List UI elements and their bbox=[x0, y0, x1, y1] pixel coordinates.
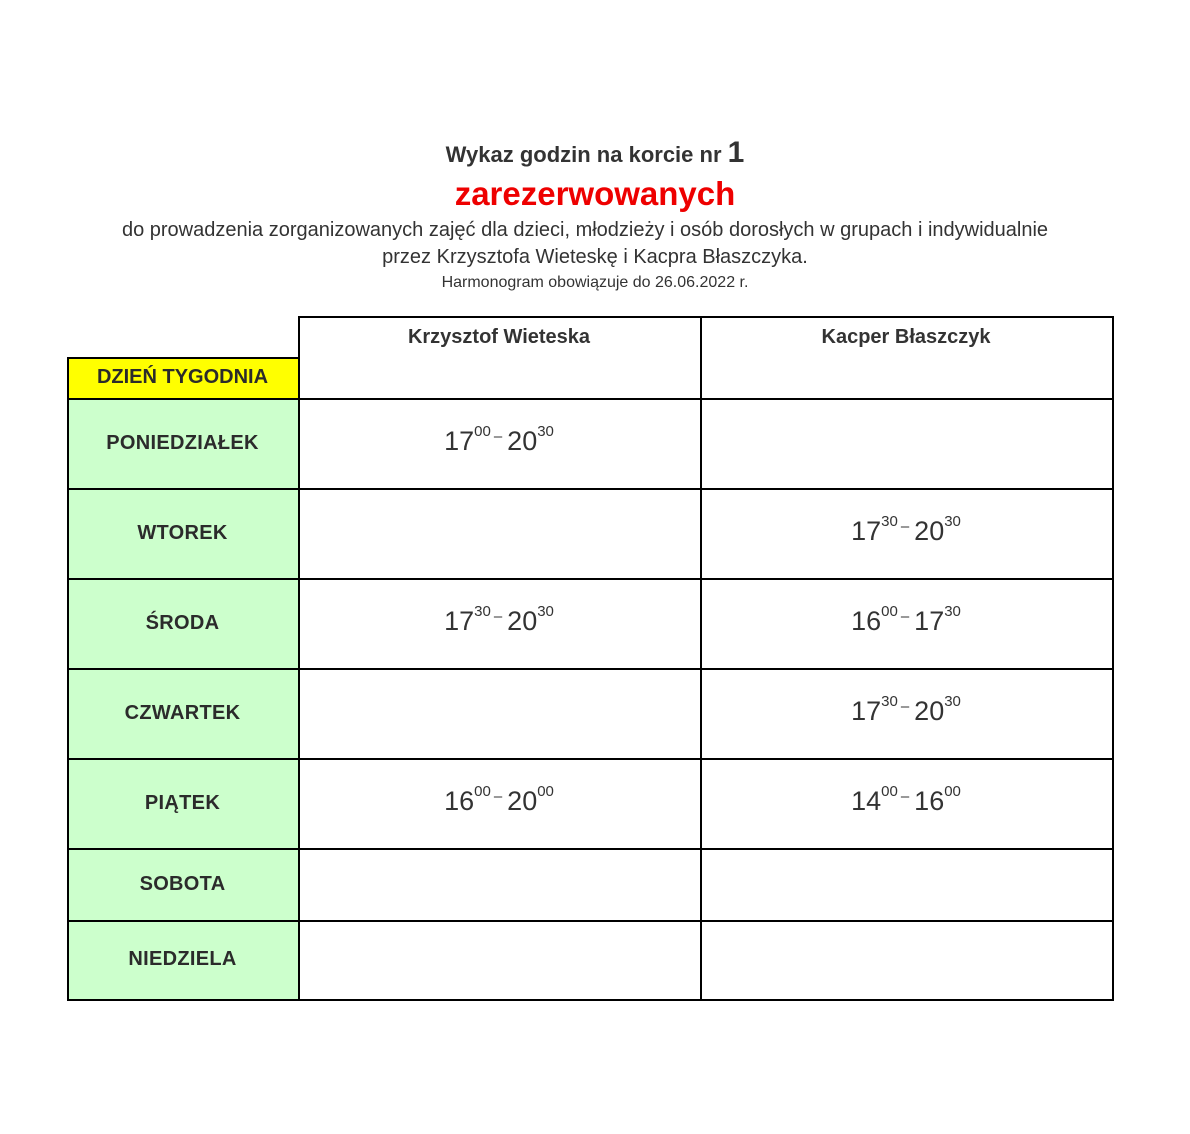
end-minute: 30 bbox=[944, 603, 961, 620]
start-hour: 17 bbox=[851, 516, 882, 546]
day-cell: WTOREK bbox=[67, 488, 298, 578]
end-hour: 20 bbox=[507, 786, 538, 816]
grid-line bbox=[67, 488, 1114, 490]
end-hour: 20 bbox=[507, 426, 538, 456]
start-minute: 00 bbox=[881, 603, 898, 620]
time-range bbox=[851, 693, 961, 758]
day-cell: ŚRODA bbox=[67, 578, 298, 668]
start-minute: 00 bbox=[881, 783, 898, 800]
end-minute: 00 bbox=[944, 783, 961, 800]
time-slot-cell bbox=[298, 398, 700, 488]
column-header-1: Krzysztof Wieteska bbox=[407, 326, 591, 348]
grid-line bbox=[298, 316, 1114, 318]
end-hour: 17 bbox=[914, 606, 945, 636]
court-number: 1 bbox=[727, 136, 745, 169]
separator: – bbox=[900, 608, 910, 625]
end-minute: 30 bbox=[944, 693, 961, 710]
day-cell: SOBOTA bbox=[67, 848, 298, 920]
reserved-heading: zarezerwowanych bbox=[454, 175, 736, 212]
separator: – bbox=[900, 518, 910, 535]
time-slot-cell bbox=[700, 398, 1112, 488]
end-hour: 16 bbox=[914, 786, 945, 816]
day-of-week-header: DZIEŃ TYGODNIA bbox=[67, 357, 298, 398]
grid-line bbox=[67, 398, 1114, 400]
time-slot-cell bbox=[700, 758, 1112, 848]
separator: – bbox=[493, 428, 503, 445]
time-slot-cell bbox=[700, 578, 1112, 668]
end-minute: 00 bbox=[537, 783, 554, 800]
description-line-2: przez Krzysztofa Wieteskę i Kacpra Błaszczyka. bbox=[382, 246, 808, 268]
start-hour: 16 bbox=[444, 786, 475, 816]
end-minute: 30 bbox=[537, 603, 554, 620]
time-range bbox=[851, 603, 961, 668]
end-minute: 30 bbox=[537, 423, 554, 440]
separator: – bbox=[493, 788, 503, 805]
time-slot-cell bbox=[298, 848, 700, 920]
time-range bbox=[444, 423, 554, 488]
grid-line bbox=[67, 668, 1114, 670]
grid-line bbox=[700, 316, 702, 1001]
end-minute: 30 bbox=[944, 513, 961, 530]
start-minute: 00 bbox=[474, 783, 491, 800]
start-minute: 30 bbox=[474, 603, 491, 620]
time-range bbox=[444, 603, 554, 668]
time-slot-cell bbox=[298, 578, 700, 668]
start-minute: 30 bbox=[881, 513, 898, 530]
grid-line bbox=[67, 999, 1114, 1001]
validity-note: Harmonogram obowiązuje do 26.06.2022 r. bbox=[441, 274, 749, 291]
grid-line bbox=[1112, 316, 1114, 1001]
end-hour: 20 bbox=[914, 516, 945, 546]
time-slot-cell bbox=[700, 488, 1112, 578]
start-hour: 16 bbox=[851, 606, 882, 636]
start-hour: 17 bbox=[851, 696, 882, 726]
grid-line bbox=[67, 578, 1114, 580]
separator: – bbox=[493, 608, 503, 625]
start-hour: 14 bbox=[851, 786, 882, 816]
end-hour: 20 bbox=[914, 696, 945, 726]
grid-line bbox=[67, 758, 1114, 760]
time-slot-cell bbox=[298, 920, 700, 999]
column-header-2: Kacper Błaszczyk bbox=[821, 326, 991, 348]
time-range bbox=[444, 783, 554, 848]
time-slot-cell bbox=[298, 668, 700, 758]
start-minute: 00 bbox=[474, 423, 491, 440]
day-cell: NIEDZIELA bbox=[67, 920, 298, 999]
start-hour: 17 bbox=[444, 426, 475, 456]
grid-line bbox=[67, 357, 69, 1001]
time-slot-cell bbox=[700, 848, 1112, 920]
page-title bbox=[0, 133, 1190, 175]
time-range bbox=[851, 783, 961, 848]
grid-line bbox=[298, 316, 300, 1001]
time-range bbox=[851, 513, 961, 578]
end-hour: 20 bbox=[507, 606, 538, 636]
start-minute: 30 bbox=[881, 693, 898, 710]
title-prefix: Wykaz godzin na korcie nr bbox=[445, 142, 722, 167]
time-slot-cell bbox=[700, 920, 1112, 999]
time-slot-cell bbox=[298, 488, 700, 578]
start-hour: 17 bbox=[444, 606, 475, 636]
day-cell: PIĄTEK bbox=[67, 758, 298, 848]
grid-line bbox=[67, 920, 1114, 922]
description-line-1: do prowadzenia zorganizowanych zajęć dla dzieci, młodzieży i osób dorosłych w grupach i indywidualnie bbox=[121, 219, 1049, 241]
day-cell: CZWARTEK bbox=[67, 668, 298, 758]
time-slot-cell bbox=[298, 758, 700, 848]
day-cell: PONIEDZIAŁEK bbox=[67, 398, 298, 488]
separator: – bbox=[900, 698, 910, 715]
grid-line bbox=[67, 848, 1114, 850]
grid-line bbox=[67, 357, 298, 359]
time-slot-cell bbox=[700, 668, 1112, 758]
separator: – bbox=[900, 788, 910, 805]
